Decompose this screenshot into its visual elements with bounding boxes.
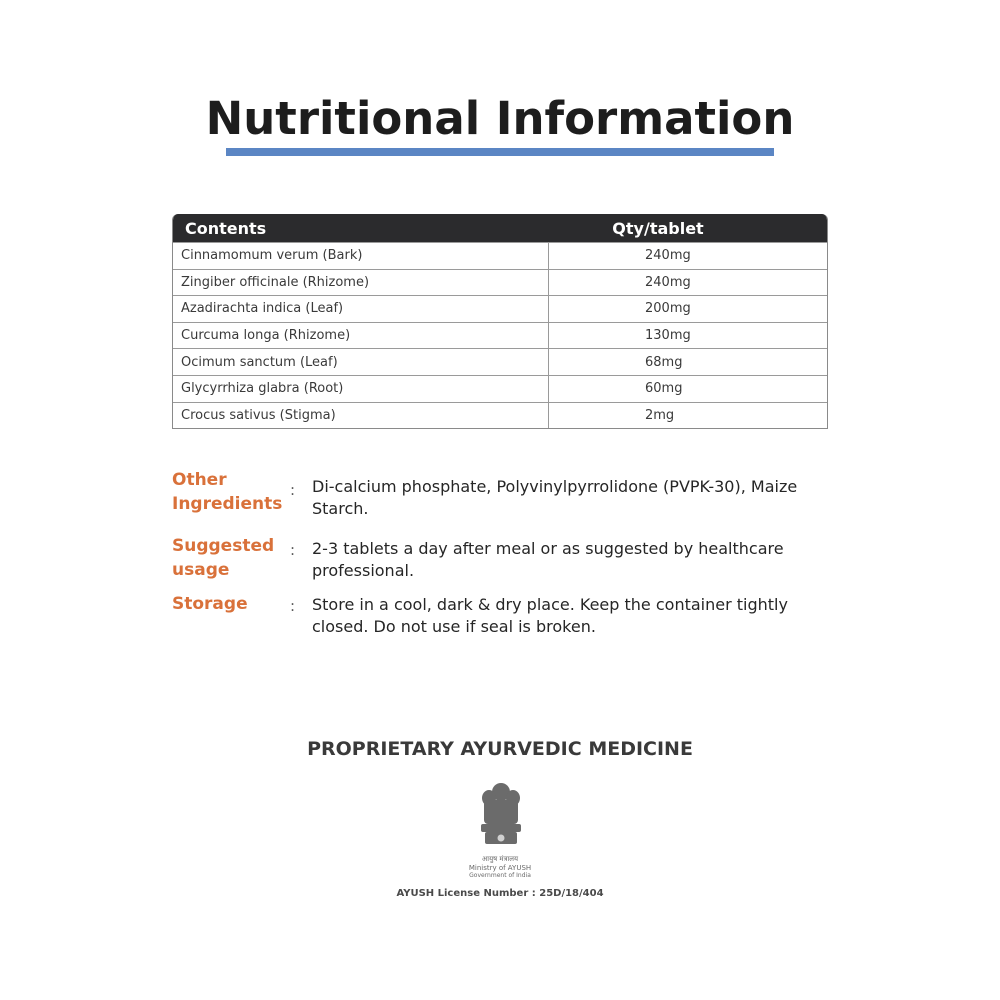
suggested-usage-label: Suggested usage [172, 536, 275, 580]
row-content: Crocus sativus (Stigma) [173, 403, 549, 429]
table-row [173, 375, 827, 402]
page-title: Nutritional Information [205, 92, 795, 145]
ministry-government: Government of India [469, 872, 531, 879]
suggested-usage-text: 2-3 tablets a day after meal or as suggested by healthcare professional. [312, 539, 784, 580]
table-row [173, 322, 827, 349]
table-row [173, 402, 827, 429]
row-qty: 200mg [645, 301, 691, 317]
table-row [173, 295, 827, 322]
row-qty: 68mg [645, 354, 683, 370]
other-ingredients-text: Di-calcium phosphate, Polyvinylpyrrolidone (PVPK-30), Maize Starch. [312, 477, 798, 518]
nutrition-table [172, 214, 828, 429]
storage-label: Storage [172, 594, 248, 614]
license-label: AYUSH License Number : [396, 888, 536, 899]
header-qty: Qty/tablet [612, 218, 704, 238]
row-qty: 240mg [645, 248, 691, 264]
colon-separator: : [290, 541, 296, 559]
table-header [173, 214, 827, 242]
row-content: Ocimum sanctum (Leaf) [173, 349, 549, 375]
colon-separator: : [290, 597, 296, 615]
table-row [173, 348, 827, 375]
row-content: Curcuma longa (Rhizome) [173, 323, 549, 349]
footer-title: PROPRIETARY AYURVEDIC MEDICINE [307, 738, 693, 760]
national-emblem-icon [470, 780, 532, 850]
ministry-name: Ministry of AYUSH [468, 864, 532, 872]
table-row [173, 242, 827, 269]
row-qty: 240mg [645, 274, 691, 290]
license-line [0, 888, 1000, 899]
other-ingredients-section [172, 468, 832, 520]
row-qty: 130mg [645, 328, 691, 344]
title-underline [226, 148, 774, 156]
other-ingredients-label: Other Ingredients [172, 470, 283, 514]
header-contents: Contents [185, 218, 267, 238]
suggested-usage-section [172, 534, 832, 582]
row-content: Cinnamomum verum (Bark) [173, 243, 549, 269]
table-row [173, 269, 827, 296]
row-content: Azadirachta indica (Leaf) [173, 296, 549, 322]
row-content: Glycyrrhiza glabra (Root) [173, 376, 549, 402]
storage-text: Store in a cool, dark & dry place. Keep the container tightly closed. Do not use if seal is broken. [312, 595, 788, 636]
license-number: 25D/18/404 [539, 888, 604, 899]
storage-section [172, 592, 832, 638]
row-qty: 2mg [645, 407, 675, 423]
colon-separator: : [290, 481, 296, 499]
row-qty: 60mg [645, 381, 683, 397]
row-content: Zingiber officinale (Rhizome) [173, 270, 549, 296]
ministry-hindi: आयुष मंत्रालय [481, 855, 519, 863]
